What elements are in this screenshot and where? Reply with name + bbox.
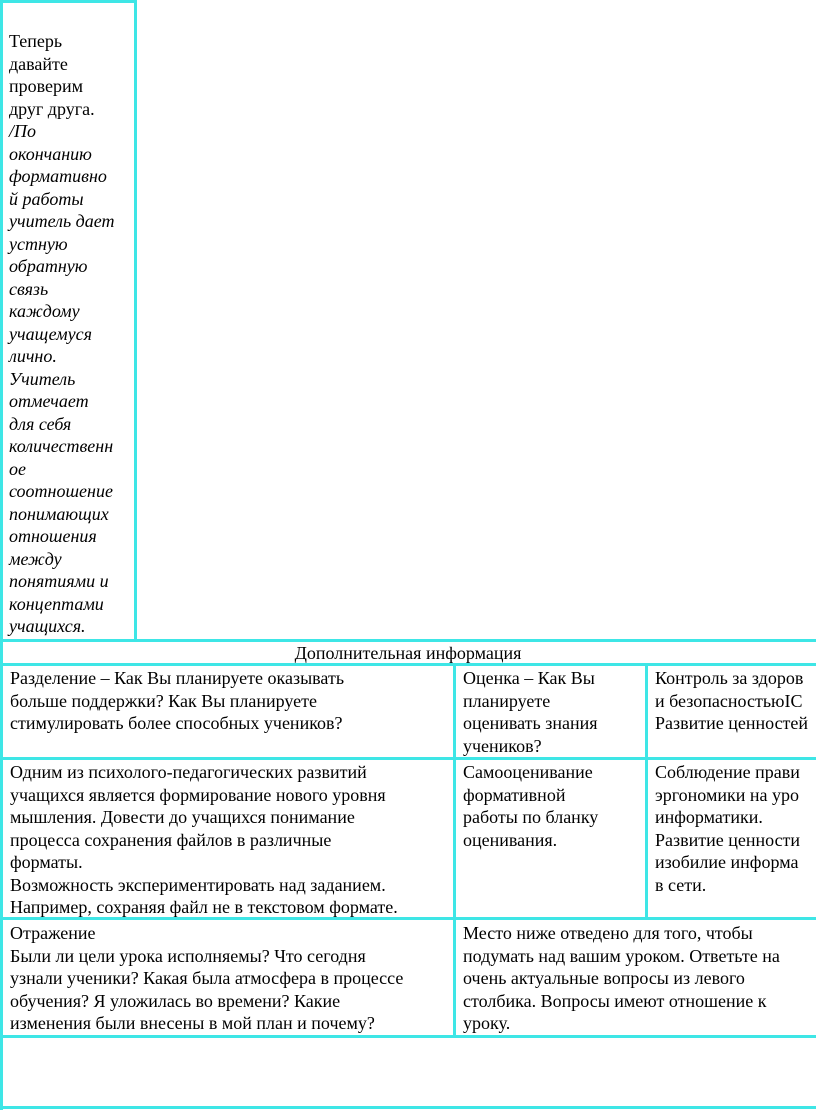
reflection-questions: Отражение Были ли цели урока исполняемы? Что сегодня узнали ученики? Какая была атмосфера в процессе обучения? Я уложилась во времени? Какие изменения были внесены в мой план и почему? — [10, 923, 404, 1033]
empty-reflection-cell[interactable] — [3, 1038, 816, 1106]
border-top — [0, 0, 137, 3]
differentiation-question: Разделение – Как Вы планируете оказывать больше поддержки? Как Вы планируете стимулировать более способных учеников? — [10, 668, 345, 733]
health-safety-answer: Соблюдение прави эргономики на уро информатики. Развитие ценности изобилие информа в сети. — [655, 762, 801, 895]
assessment-question: Оценка – Как Вы планируете оценивать знания учеников? — [463, 668, 598, 756]
border-col2-right — [645, 663, 648, 919]
border-col1-right — [453, 663, 456, 1037]
differentiation-answer: Одним из психолого-педагогических развитий учащихся является формирование нового уровня мышления. Довести до учащихся понимание процесса сохранения файлов в различные форматы. Возможность экспериментировать над заданием. Например, сохраняя файл не в текстовом формате. — [10, 762, 398, 917]
reflection-instructions: Место ниже отведено для того, чтобы подумать над вашим уроком. Ответьте на очень актуальные вопросы из левого столбика. Вопросы имеют отношение к уроку. — [463, 923, 780, 1033]
border-left — [0, 0, 3, 1110]
health-safety-question: Контроль за здоров и безопасностьюIC Развитие ценностей — [655, 668, 809, 733]
border-row2-top — [0, 757, 816, 760]
top-cell-intro: Теперь давайте проверим друг друга. — [9, 31, 95, 119]
top-cell-teacher-note: /По окончанию формативно й работы учитель дает устную обратную связь каждому учащемуся лично. Учитель отмечает для себя количественн ое соотношение понимающих отношения между понятиями и концептами учащихся. — [9, 121, 115, 636]
border-top-cell-right — [134, 0, 137, 640]
table-header-title: Дополнительная информация — [294, 643, 522, 663]
assessment-answer: Самооценивание формативной работы по бланку оценивания. — [463, 762, 599, 850]
border-bottom — [0, 1106, 816, 1109]
